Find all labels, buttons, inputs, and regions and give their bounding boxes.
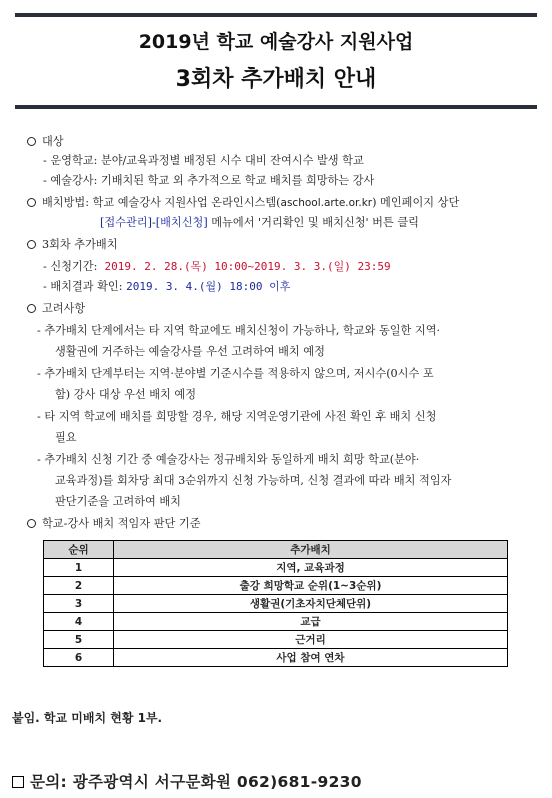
target-school-line: - 운영학교: 분야/교육과정별 배정된 시수 대비 잔여시수 발생 학교 (43, 154, 364, 167)
circle-bullet-icon (27, 198, 36, 207)
criterion-cell: 사업 참여 연차 (114, 649, 508, 667)
consideration-1-line1: - 추가배치 단계에서는 타 지역 학교에도 배치신청이 가능하나, 학교와 동일한 지역· (37, 324, 441, 337)
header-bottom-rule (15, 105, 537, 109)
criterion-cell: 근거리 (114, 631, 508, 649)
page-title: 2019년 학교 예술강사 지원사업 (138, 31, 414, 53)
criterion-cell: 지역, 교육과정 (114, 559, 508, 577)
consideration-2-line2: 함) 강사 대상 우선 배치 예정 (55, 388, 197, 401)
rank-cell: 3 (44, 595, 114, 613)
criterion-cell: 출강 희망학교 순위(1~3순위) (114, 577, 508, 595)
application-period-value: 2019. 2. 28.(목) 10:00~2019. 3. 3.(일) 23:59 (104, 260, 391, 273)
consideration-1-line2: 생활권에 거주하는 예술강사를 우선 고려하여 배치 예정 (55, 345, 325, 358)
criterion-cell: 생활권(기초자치단체단위) (114, 595, 508, 613)
consideration-3-line1: - 타 지역 학교에 배치를 희망할 경우, 해당 지역운영기관에 사전 확인 후 배치 신청 (37, 410, 437, 423)
site-address: aschool.arte.or.kr (280, 197, 373, 209)
result-check-value: 2019. 3. 4.(월) 18:00 이후 (126, 280, 291, 293)
table-header-row (44, 541, 508, 559)
table-row (44, 613, 508, 631)
table-row (44, 595, 508, 613)
section-criteria: 학교-강사 배치 적임자 판단 기준 (27, 517, 201, 531)
consideration-4-line1: - 추가배치 신청 기간 중 예술강사는 정규배치와 동일하게 배치 희망 학교(분야· (37, 453, 420, 466)
menu-reception: [접수관리] (100, 216, 152, 229)
circle-bullet-icon (27, 240, 36, 249)
circle-bullet-icon (27, 519, 36, 528)
criterion-cell: 교급 (114, 613, 508, 631)
rank-cell: 2 (44, 577, 114, 595)
section-method: 배치방법: 학교 예술강사 지원사업 온라인시스템(aschool.arte.or.kr) 메인페이지 상단 (27, 196, 459, 210)
column-header-criterion: 추가배치 (114, 541, 508, 559)
application-period-line: - 신청기간: 2019. 2. 28.(목) 10:00~2019. 3. 3.(일) 23:59 (43, 260, 391, 273)
target-instructor-line: - 예술강사: 기배치된 학교 외 추가적으로 학교 배치를 희망하는 강사 (43, 174, 375, 187)
table-row (44, 649, 508, 667)
consideration-2-line1: - 추가배치 단계부터는 지역·분야별 기준시수를 적용하지 않으며, 저시수(0시수 포 (37, 367, 434, 380)
circle-bullet-icon (27, 304, 36, 313)
method-menu-line: [접수관리]-[배치신청] 메뉴에서 '거리확인 및 배치신청' 버튼 클릭 (100, 216, 419, 229)
contact-info: 문의: 광주광역시 서구문화원 062)681-9230 (12, 770, 362, 792)
consideration-3-line2: 필요 (55, 431, 77, 444)
rank-cell: 5 (44, 631, 114, 649)
consideration-4-line2: 교육과정)를 회차당 최대 3순위까지 신청 가능하며, 신청 결과에 따라 배치 적임자 (55, 474, 452, 487)
result-check-line: - 배치결과 확인: 2019. 3. 4.(월) 18:00 이후 (43, 280, 291, 293)
table-row (44, 577, 508, 595)
header-top-rule (15, 13, 537, 17)
consideration-4-line3: 판단기준을 고려하여 배치 (55, 495, 181, 508)
square-bullet-icon (12, 776, 24, 788)
rank-cell: 4 (44, 613, 114, 631)
table-row (44, 631, 508, 649)
circle-bullet-icon (27, 137, 36, 146)
section-round3: 3회차 추가배치 (27, 238, 118, 252)
criteria-table (43, 540, 508, 667)
section-considerations: 고려사항 (27, 302, 85, 316)
rank-cell: 6 (44, 649, 114, 667)
menu-placement: [배치신청] (155, 216, 208, 229)
column-header-rank: 순위 (44, 541, 114, 559)
page-subtitle: 3회차 추가배치 안내 (175, 67, 377, 92)
table-row (44, 559, 508, 577)
section-target: 대상 (27, 135, 64, 149)
rank-cell: 1 (44, 559, 114, 577)
attachment-note: 붙임. 학교 미배치 현황 1부. (12, 711, 163, 725)
